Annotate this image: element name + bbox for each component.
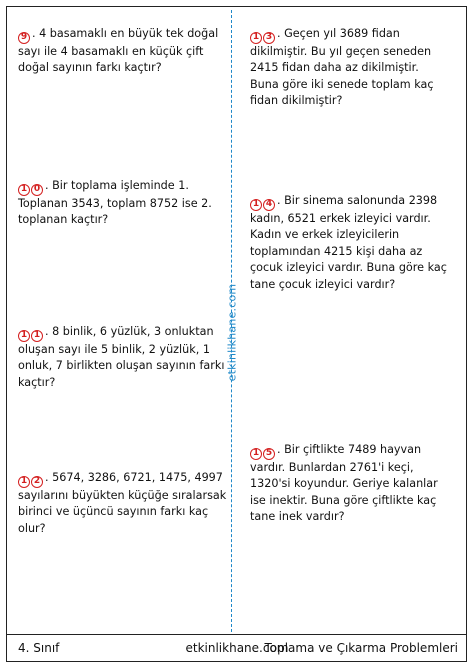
question-text: . 5674, 3286, 6721, 1475, 4997 sayılarını büyükten küçüğe sıralarsak birinci ve üçüncü sayının farkı kaç olur? — [18, 471, 227, 535]
question-text: . 8 binlik, 6 yüzlük, 3 onluktan oluşan sayı ile 5 binlik, 2 yüzlük, 1 onluk, 7 birlikten oluşan sayının farkı kaçtır? — [18, 325, 225, 389]
footer-divider — [6, 634, 466, 635]
digit-badge: 1 — [31, 330, 43, 342]
digit-badge: 3 — [263, 32, 275, 44]
question-number-badge — [18, 476, 43, 488]
question-number-badge — [250, 32, 275, 44]
question-number-badge — [18, 184, 43, 196]
question-10 — [18, 178, 228, 229]
digit-badge: 1 — [250, 32, 262, 44]
footer-grade: 4. Sınıf — [18, 641, 60, 655]
digit-badge: 0 — [31, 184, 43, 196]
question-number-badge — [250, 199, 275, 211]
digit-badge: 9 — [18, 32, 30, 44]
question-text: . Bir toplama işleminde 1. Toplanan 3543, toplam 8752 ise 2. toplanan kaçtır? — [18, 179, 212, 226]
question-12 — [18, 470, 228, 537]
footer-site: etkinlikhane.com — [185, 641, 289, 655]
footer-topic: Toplama ve Çıkarma Problemleri — [264, 641, 458, 655]
digit-badge: 5 — [263, 448, 275, 460]
question-text: . Geçen yıl 3689 fidan dikilmiştir. Bu yıl geçen seneden 2415 fidan daha az dikilmiştir. Buna göre iki senede toplam kaç fidan dikilmiştir? — [250, 27, 434, 107]
digit-badge: 2 — [31, 476, 43, 488]
digit-badge: 1 — [250, 448, 262, 460]
vertical-watermark: etkinlikhane.com — [225, 283, 239, 382]
digit-badge: 1 — [18, 476, 30, 488]
question-text: . Bir çiftlikte 7489 hayvan vardır. Bunlardan 2761'i keçi, 1320'si koyundur. Geriye kalanlar ise inektir. Buna göre çiftlikte kaç tane inek vardır? — [250, 443, 438, 523]
question-number-badge — [18, 32, 30, 44]
question-11 — [18, 324, 228, 391]
question-text: . 4 basamaklı en büyük tek doğal sayı ile 4 basamaklı en küçük çift doğal sayının farkı kaçtır? — [18, 27, 219, 74]
question-text: . Bir sinema salonunda 2398 kadın, 6521 erkek izleyici vardır. Kadın ve erkek izleyicilerin toplamından 4215 kişi daha az çocuk izleyici vardır. Buna göre kaç tane çocuk izleyici vardır? — [250, 194, 447, 291]
question-14 — [250, 193, 450, 293]
question-9 — [18, 26, 226, 77]
question-number-badge — [18, 330, 43, 342]
question-number-badge — [250, 448, 275, 460]
digit-badge: 4 — [263, 199, 275, 211]
question-13 — [250, 26, 450, 110]
digit-badge: 1 — [250, 199, 262, 211]
question-15 — [250, 442, 450, 526]
digit-badge: 1 — [18, 330, 30, 342]
digit-badge: 1 — [18, 184, 30, 196]
